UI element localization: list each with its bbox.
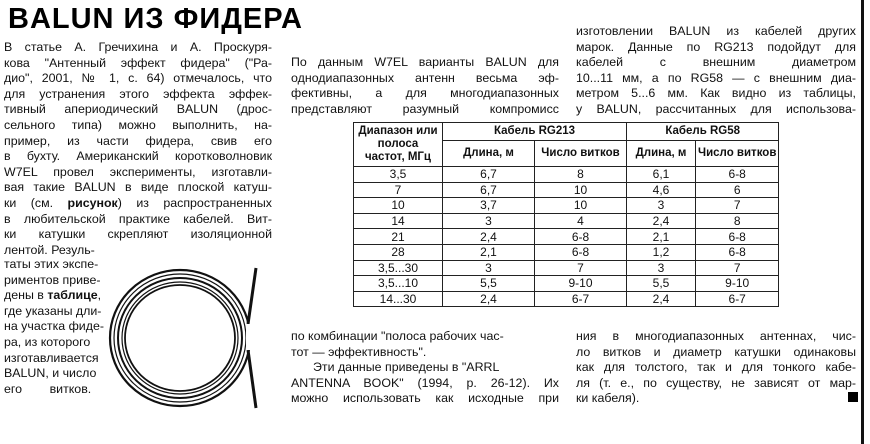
table-cell-l213: 6,7 xyxy=(443,182,535,198)
table-cell-n58: 6-7 xyxy=(696,291,779,307)
text-line: ки катушки скрепляют изоляционной xyxy=(4,227,272,242)
table-cell-l213: 5,5 xyxy=(443,276,535,292)
table-row xyxy=(354,260,779,276)
text-line: как для толстого, так и для тонкого кабе- xyxy=(576,360,856,375)
table-row xyxy=(354,229,779,245)
table-cell-l213: 2,4 xyxy=(443,291,535,307)
table-reference: таблице xyxy=(47,288,98,303)
table-cell-n213: 6-8 xyxy=(535,229,627,245)
header-turns: Число витков xyxy=(696,140,779,166)
text-line: ра, из которого xyxy=(4,334,91,349)
header-turns: Число витков xyxy=(535,140,627,166)
table-cell-band: 3,5 xyxy=(354,167,443,183)
column-1 xyxy=(4,40,272,258)
table-cell-l58: 2,1 xyxy=(627,229,696,245)
text-line: сельного типа) можно выполнить, на- xyxy=(4,117,272,132)
figure-reference: рисунок xyxy=(67,195,118,210)
table-cell-n58: 7 xyxy=(696,260,779,276)
text-fragment: , xyxy=(97,288,102,303)
table-cell-l58: 2,4 xyxy=(627,291,696,307)
text-line: кова "Антенный эффект фидера" ("Ра- xyxy=(4,55,272,70)
table-cell-n58: 7 xyxy=(696,198,779,214)
text-line: его витков. xyxy=(4,381,92,396)
table-cell-band: 14...30 xyxy=(354,291,443,307)
table-cell-n213: 6-7 xyxy=(535,291,627,307)
text-line: BALUN, и число xyxy=(4,366,97,381)
article-title: BALUN ИЗ ФИДЕРА xyxy=(8,3,303,35)
text-line: изготавливается xyxy=(4,350,99,365)
table-row xyxy=(354,276,779,292)
header-length: Длина, м xyxy=(627,140,696,166)
table-cell-l58: 6,1 xyxy=(627,167,696,183)
column-3-bottom xyxy=(576,329,856,407)
text-line: W7EL провел эксперименты, изготавли- xyxy=(4,164,272,179)
text-line: изготовлении BALUN из кабелей других xyxy=(576,24,856,38)
text-line: 10...11 мм, а по RG58 — с внешним диа- xyxy=(576,70,856,85)
table-cell-band: 3,5...30 xyxy=(354,260,443,276)
text-line: ки кабеля). xyxy=(576,391,640,406)
text-line: метром 5...6 мм. Как видно из таблицы, xyxy=(576,86,856,101)
text-line: ANTENNA BOOK" (1994, р. 26-12). Их xyxy=(291,375,559,390)
table-cell-n58: 9-10 xyxy=(696,276,779,292)
header-length: Длина, м xyxy=(443,140,535,166)
text-line: на участка фиде- xyxy=(4,319,104,334)
table-cell-n213: 9-10 xyxy=(535,276,627,292)
table-cell-n58: 6 xyxy=(696,182,779,198)
text-line: ло витков и диаметр катушки одинаковы xyxy=(576,344,856,359)
text-line: ля (т. е., по существу, не зависят от мар- xyxy=(576,375,856,390)
text-fragment: ки (см. xyxy=(4,195,68,210)
text-line: В статье А. Гречихина и А. Проскуря- xyxy=(4,40,272,54)
table-cell-l58: 4,6 xyxy=(627,182,696,198)
table-header-row xyxy=(354,123,779,141)
text-line: лентой. Резуль- xyxy=(4,242,95,257)
table-cell-band: 3,5...10 xyxy=(354,276,443,292)
article-end-mark xyxy=(848,392,858,402)
text-fragment: ) из распространенных xyxy=(117,195,272,210)
table-cell-l58: 2,4 xyxy=(627,213,696,229)
text-line: фективны, а для многодиапазонных xyxy=(291,86,559,101)
text-line: дио", 2001, № 1, с. 64) отмечалось, что xyxy=(4,71,272,86)
table-row xyxy=(354,213,779,229)
table-cell-n58: 6-8 xyxy=(696,229,779,245)
text-fragment: дены в xyxy=(4,288,48,303)
column-3 xyxy=(576,24,856,118)
table-cell-n213: 10 xyxy=(535,182,627,198)
table-cell-l58: 3 xyxy=(627,260,696,276)
text-line: представляют разумный компромисс xyxy=(291,101,559,116)
table-row xyxy=(354,198,779,214)
column-2-bottom xyxy=(291,329,559,407)
table-cell-n58: 6-8 xyxy=(696,244,779,260)
table-cell-n213: 8 xyxy=(535,167,627,183)
table-cell-l58: 1,2 xyxy=(627,244,696,260)
table-cell-l213: 2,4 xyxy=(443,229,535,245)
table-row xyxy=(354,244,779,260)
text-line: таты этих экспе- xyxy=(4,257,99,271)
table-cell-l213: 3,7 xyxy=(443,198,535,214)
text-line: Эти данные приведены в "ARRL xyxy=(313,360,500,375)
table-cell-n213: 4 xyxy=(535,213,627,229)
text-line xyxy=(4,196,272,212)
balun-coil-illustration xyxy=(98,258,268,418)
table-cell-l213: 3 xyxy=(443,260,535,276)
text-line: По данным W7EL варианты BALUN для xyxy=(291,55,559,69)
table-row xyxy=(354,182,779,198)
text-line: можно использовать как исходные при xyxy=(291,391,559,406)
header-rg213: Кабель RG213 xyxy=(443,123,627,141)
text-line: вая такие BALUN в виде плоской катуш- xyxy=(4,180,272,195)
header-range: Диапазон или полоса частот, МГц xyxy=(354,123,443,167)
text-line: в бухту. Американский коротковолновик xyxy=(4,149,272,164)
text-line: марок. Данные по RG213 подойдут для xyxy=(576,39,856,54)
page-border xyxy=(861,0,864,444)
table-cell-band: 21 xyxy=(354,229,443,245)
balun-table xyxy=(353,122,779,307)
text-line: однодиапазонных антенн весьма эф- xyxy=(291,70,559,85)
text-line: риментов приве- xyxy=(4,272,101,287)
text-line: для устранения этого эффекта эффек- xyxy=(4,86,272,101)
text-line: пример, из части фидера, свив его xyxy=(4,133,272,148)
table-cell-n213: 7 xyxy=(535,260,627,276)
table-cell-n58: 8 xyxy=(696,213,779,229)
header-rg58: Кабель RG58 xyxy=(627,123,779,141)
text-line: в любительской практике кабелей. Вит- xyxy=(4,211,272,226)
table-cell-l213: 6,7 xyxy=(443,167,535,183)
text-line: тот — эффективность". xyxy=(291,344,427,359)
table-cell-l58: 3 xyxy=(627,198,696,214)
text-line: по комбинации "полоса рабочих час- xyxy=(291,329,504,343)
table-cell-band: 7 xyxy=(354,182,443,198)
text-line: тивный апериодический BALUN (дрос- xyxy=(4,102,272,117)
text-line: где указаны дли- xyxy=(4,303,102,318)
table-body xyxy=(354,167,779,307)
table-cell-l213: 2,1 xyxy=(443,244,535,260)
table-row xyxy=(354,291,779,307)
table-row xyxy=(354,167,779,183)
column-1-narrow xyxy=(4,257,104,397)
column-2 xyxy=(291,55,559,117)
table-cell-band: 28 xyxy=(354,244,443,260)
text-line: кабелей с внешним диаметром xyxy=(576,55,856,70)
table-cell-band: 14 xyxy=(354,213,443,229)
text-line: у BALUN, рассчитанных для использова- xyxy=(576,101,856,116)
table-cell-n58: 6-8 xyxy=(696,167,779,183)
table-cell-l58: 5,5 xyxy=(627,276,696,292)
table-cell-l213: 3 xyxy=(443,213,535,229)
text-line xyxy=(4,288,102,304)
table-cell-n213: 6-8 xyxy=(535,244,627,260)
table-cell-n213: 10 xyxy=(535,198,627,214)
table-cell-band: 10 xyxy=(354,198,443,214)
text-line: ния в многодиапазонных антеннах, чис- xyxy=(576,329,856,343)
